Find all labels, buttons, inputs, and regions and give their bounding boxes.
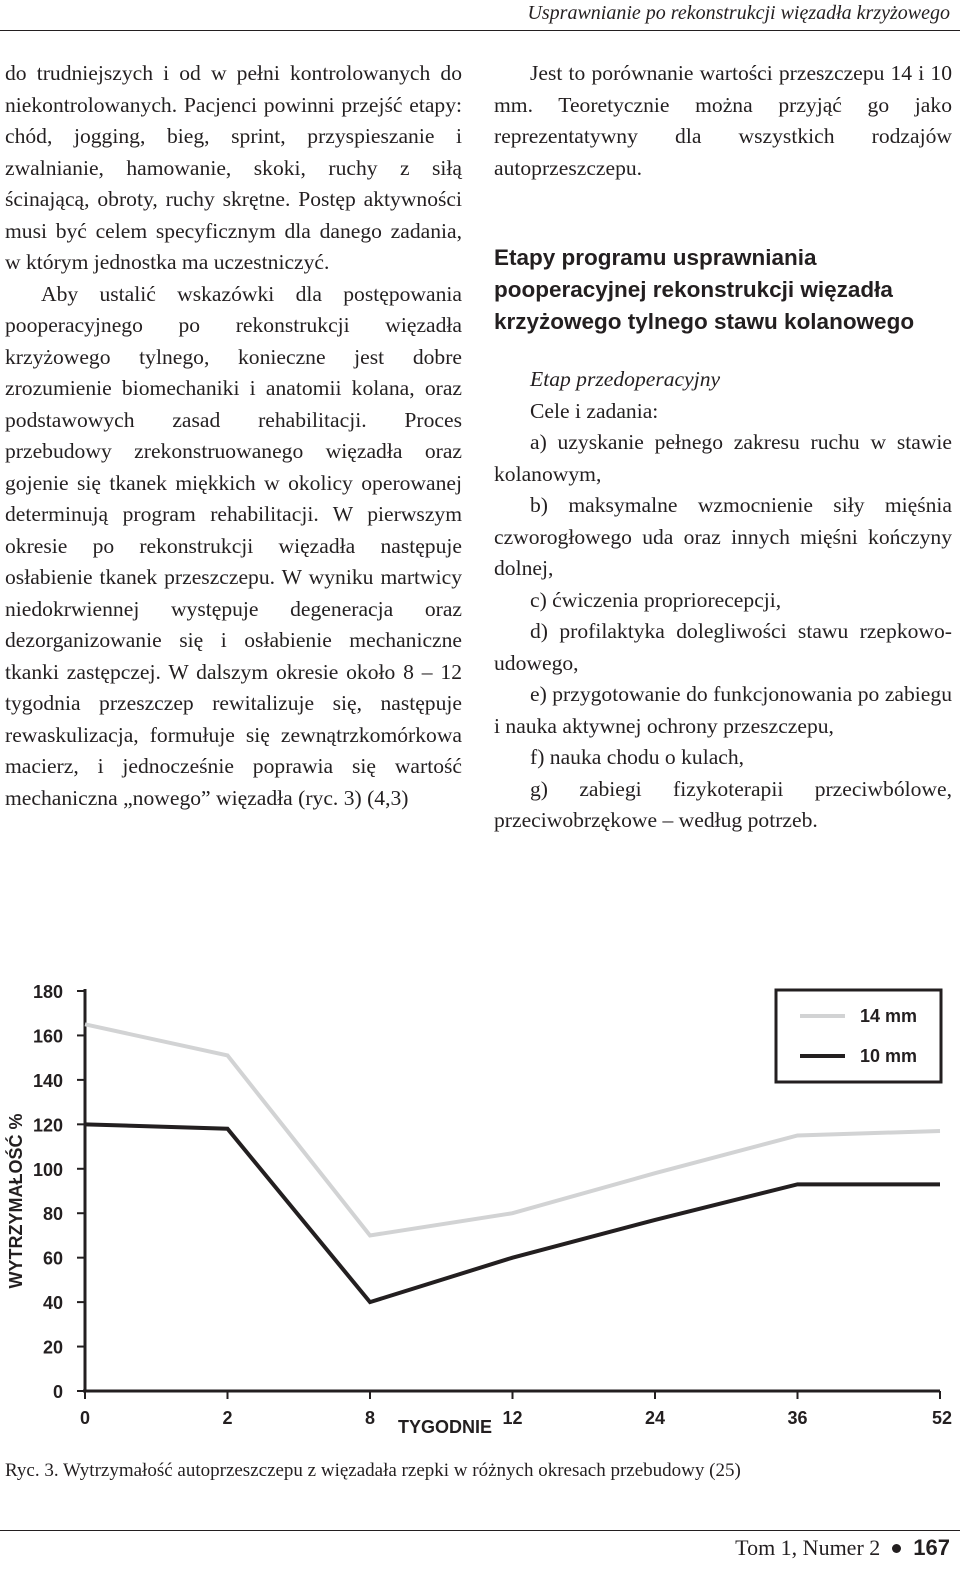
- running-header: Usprawnianie po rekonstrukcji więzadła krzyżowego: [527, 2, 950, 24]
- x-axis-label: TYGODNIE: [397, 1417, 493, 1437]
- right-intro-paragraph: Jest to porównanie wartości przeszczepu 14 i 10 mm. Teoretycznie można przyjąć go jako reprezentatywny dla wszystkich rodzajów autoprzeszczepu.: [494, 61, 952, 180]
- volume-label: Tom 1, Numer 2: [735, 1535, 881, 1560]
- x-tick-label: 52: [931, 1408, 952, 1428]
- x-axis-ticks: [80, 1391, 952, 1428]
- y-tick-label: 160: [32, 1026, 63, 1047]
- y-tick-label: 20: [42, 1337, 63, 1358]
- right-column: [494, 58, 952, 837]
- page-footer: [735, 1535, 950, 1561]
- x-tick-label: 8: [364, 1408, 376, 1428]
- header-rule: [0, 30, 960, 31]
- goal-item-c: c) ćwiczenia propriorecepcji,: [530, 587, 782, 612]
- x-tick-label: 12: [502, 1408, 523, 1428]
- line-chart: [0, 968, 960, 1448]
- y-tick-label: 180: [32, 982, 63, 1002]
- y-tick-label: 100: [32, 1159, 63, 1180]
- left-paragraph-1: do trudniejszych i od w pełni kontrolowanych do niekontrolowanych. Pacjenci powinni przejść etapy: chód, jogging, bieg, sprint, przyspieszanie i zwalnianie, hamowanie, skoki, ruchy z siłą ścinającą, obroty, ruchy skrętne. Postęp aktywności musi być celem specyficznym dla danego zadania, w którym jednostka ma uczestniczyć.: [5, 61, 462, 274]
- x-tick-label: 24: [644, 1408, 666, 1428]
- y-tick-label: 40: [42, 1293, 63, 1314]
- goal-item-g: g) zabiegi fizykoterapii przeciwbólowe, przeciwobrzękowe – według potrzeb.: [494, 776, 952, 832]
- page-number: 167: [913, 1535, 950, 1560]
- legend-box: [776, 990, 941, 1082]
- figure-caption: Ryc. 3. Wytrzymałość autoprzeszczepu z więzadała rzepki w różnych okresach przebudowy (25): [5, 1460, 741, 1481]
- footer-rule: [0, 1530, 960, 1531]
- x-tick-label: 36: [787, 1408, 808, 1428]
- figure-3-chart: [0, 968, 960, 1448]
- goals-label: Cele i zadania:: [530, 398, 659, 423]
- legend-label: 14 mm: [860, 1006, 918, 1026]
- y-tick-label: 60: [42, 1248, 63, 1269]
- y-axis-label: WYTRZYMAŁOŚĆ %: [6, 1113, 26, 1289]
- y-tick-label: 120: [32, 1115, 63, 1136]
- x-tick-label: 0: [79, 1408, 91, 1428]
- bullet-separator: [892, 1544, 901, 1553]
- y-tick-label: 80: [42, 1204, 63, 1225]
- legend-label: 10 mm: [860, 1046, 918, 1066]
- goal-item-f: f) nauka chodu o kulach,: [530, 745, 745, 769]
- goal-item-a: a) uzyskanie pełnego zakresu ruchu w stawie kolanowym,: [494, 430, 952, 486]
- goal-item-b: b) maksymalne wzmocnienie siły mięśnia czworogłowego uda oraz innych mięśni kończyny dolnej,: [494, 493, 952, 580]
- left-column: [5, 58, 462, 814]
- y-tick-label: 0: [52, 1382, 63, 1402]
- goal-item-d: d) profilaktyka dolegliwości stawu rzepkowo-udowego,: [494, 619, 952, 675]
- goal-item-e: e) przygotowanie do funkcjonowania po zabiegu i nauka aktywnej ochrony przeszczepu,: [494, 682, 952, 738]
- stage-title: Etap przedoperacyjny: [530, 367, 721, 391]
- y-tick-label: 140: [32, 1070, 63, 1091]
- chart-legend: [776, 990, 941, 1082]
- x-tick-label: 2: [222, 1408, 233, 1428]
- y-axis-ticks: [33, 982, 85, 1402]
- left-paragraph-2: Aby ustalić wskazówki dla postępowania pooperacyjnego po rekonstrukcji więzadła krzyżowego tylnego, konieczne jest dobre zrozumienie biomechaniki i anatomii kolana, oraz podstawowych zasad rehabilitacji. Proces przebudowy zrekonstruowanego więzadła oraz gojenie się tkanek miękkich w okolicy operowanej determinują program rehabilitacji. W pierwszym okresie po rekonstrukcji więzadła następuje osłabienie tkanek przeszczepu. W wyniku martwicy niedokrwiennej występuje degeneracja oraz dezorganizowanie się i osłabienie mechaniczne tkanki zastępczej. W dalszym okresie około 8 – 12 tygodnia przeszczep rewitalizuje się, następuje rewaskulizacja, formułuje się zewnątrzkomórkowa macierz, i jednocześnie poprawia się wartość mechaniczna „nowego” więzadła (ryc. 3) (4,3): [5, 281, 462, 810]
- section-heading: Etapy programu usprawniania pooperacyjnej rekonstrukcji więzadła krzyżowego tylnego stawu kolanowego: [494, 245, 915, 334]
